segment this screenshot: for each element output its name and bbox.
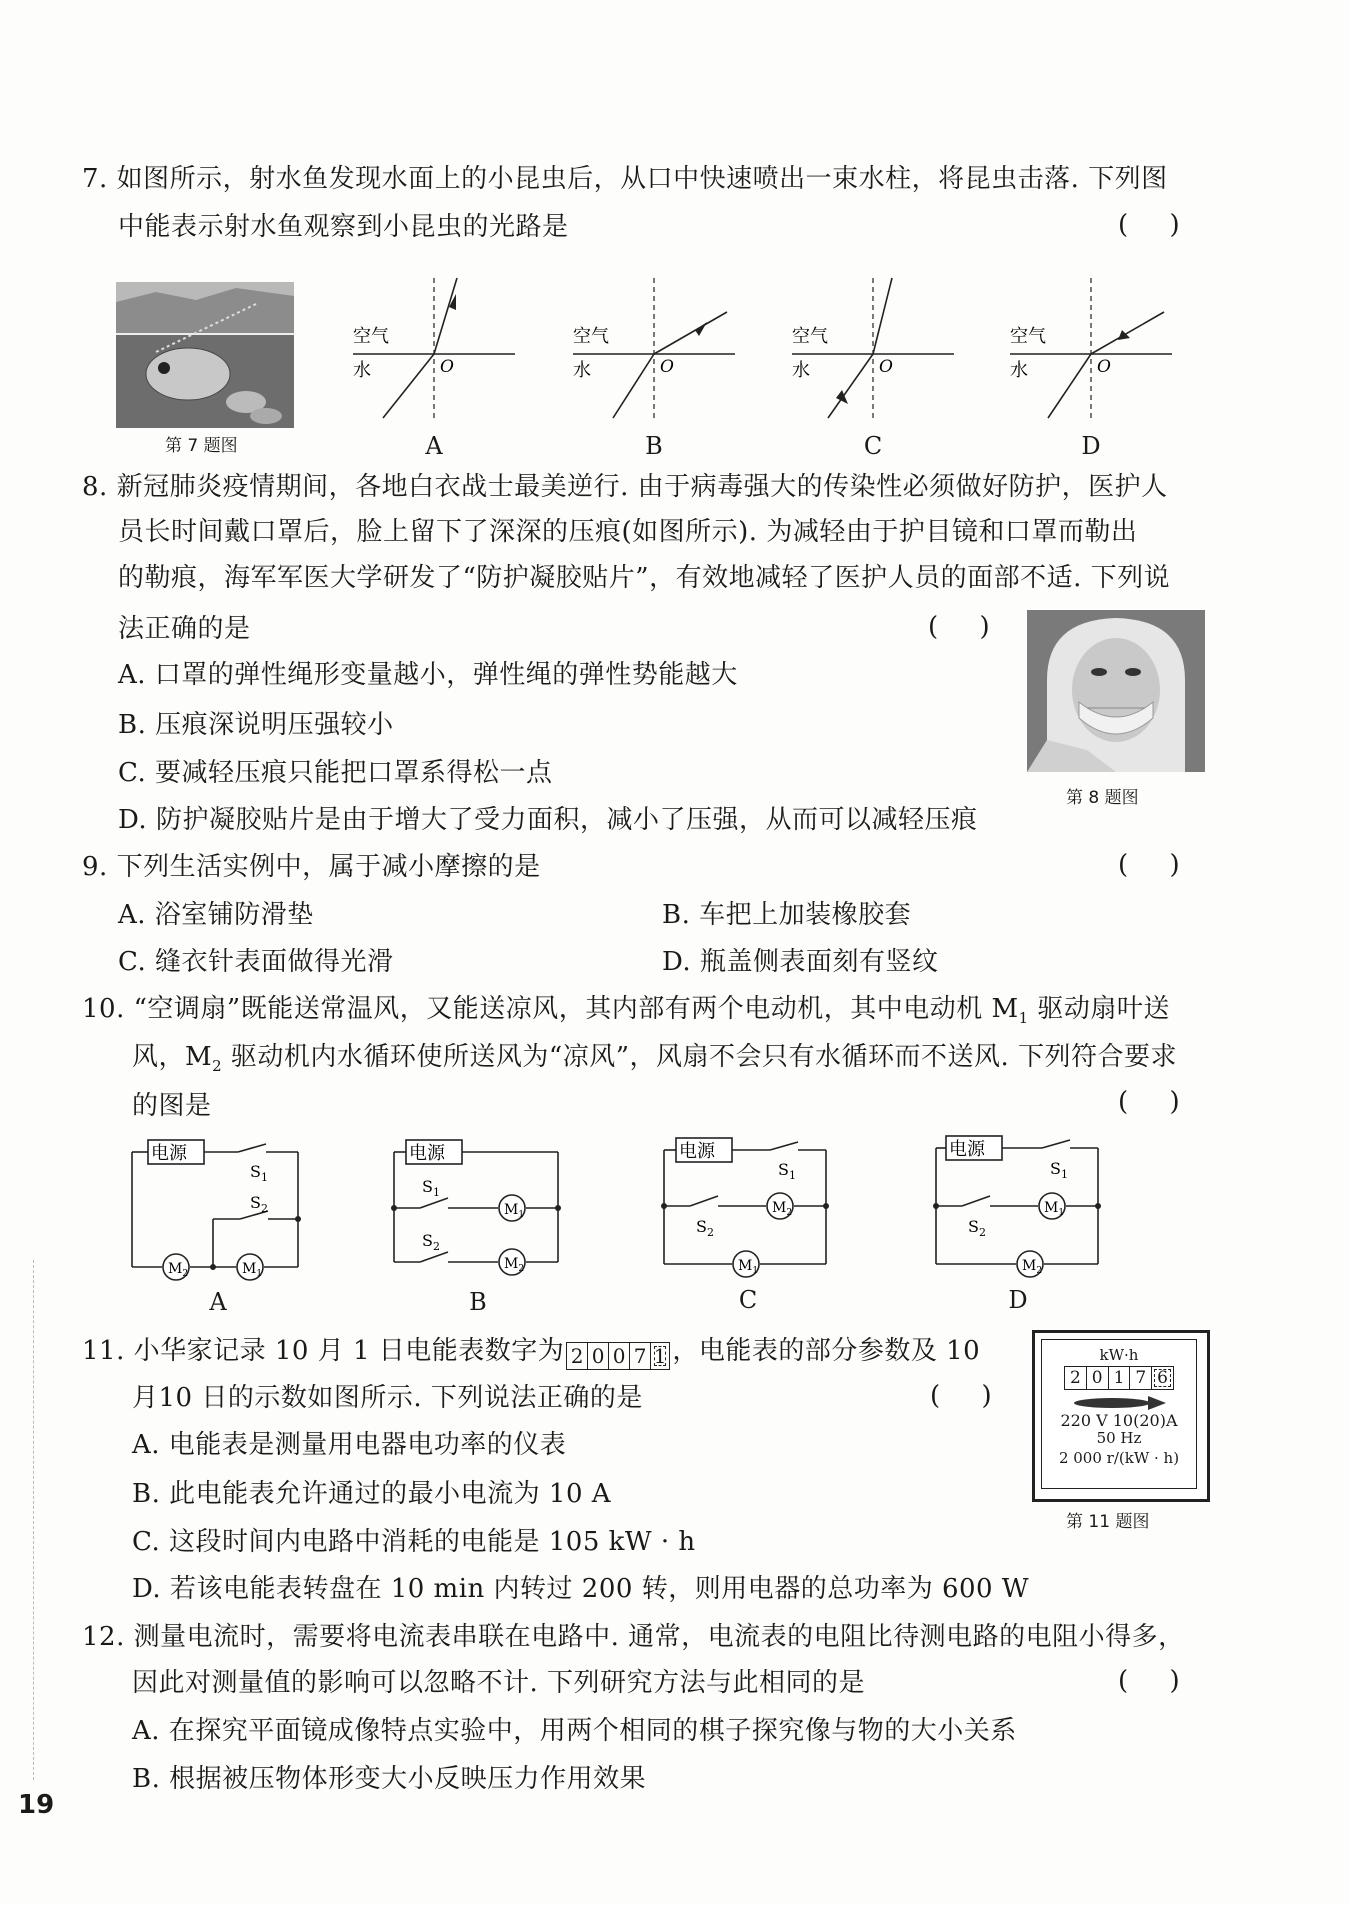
q7-air-label-d: 空气 [1010,326,1046,347]
q8-answer-paren: ( ) [928,612,990,642]
svg-text:M2: $M_2$ [168,1261,189,1279]
q7-origin-b: O [660,357,674,377]
q7-origin-d: O [1097,357,1111,377]
margin-guide-line [33,1260,34,1780]
svg-text:M1: $M_1$ [504,1202,525,1220]
q10c-power-label: 电源 [679,1141,715,1162]
q11-stem-line2: 月10 日的示数如图所示. 下列说法正确的是 [132,1383,643,1413]
svg-text:M1: $M_1$ [738,1258,759,1276]
svg-text:M2: $M_2$ [504,1256,525,1274]
q7-diagram-d [1002,272,1182,422]
svg-text:S2: $S_2$ [250,1193,268,1215]
q7-water-label-c: 水 [792,360,810,381]
q7-stem-line2: 中能表示射水鱼观察到小昆虫的光路是 [118,212,569,242]
q9-option-c: C. 缝衣针表面做得光滑 [118,947,394,977]
q12-stem-line2: 因此对测量值的影响可以忽略不计. 下列研究方法与此相同的是 [132,1668,866,1698]
q11-meter-disk-arrow-icon [1042,1394,1196,1412]
q11-option-a: A. 电能表是测量用电器电功率的仪表 [132,1430,567,1460]
q11-answer-paren: ( ) [930,1381,992,1411]
q8-option-d: D. 防护凝胶贴片是由于增大了受力面积，减小了压强，从而可以减轻压痕 [118,805,978,835]
q9-stem: 9. 下列生活实例中，属于减小摩擦的是 [82,852,541,882]
q10a-power-label: 电源 [151,1143,187,1164]
q10-stem-line3: 的图是 [132,1091,212,1121]
q11-meter-reading-oct10: 2 0 1 7 6 [1064,1366,1174,1390]
q7-water-label-d: 水 [1010,360,1028,381]
svg-text:M2: $M_2$ [772,1200,793,1218]
q10-circuit-a [128,1132,306,1282]
q11-option-d: D. 若该电能表转盘在 10 min 内转过 200 转，则用电器的总功率为 600 W [132,1574,1030,1604]
q11-figure-caption: 第 11 题图 [1066,1512,1150,1532]
q7-option-label-a: A [425,432,443,460]
q8-stem-line4: 法正确的是 [118,614,251,644]
q10b-power-label: 电源 [409,1143,445,1164]
q10-circuit-b [390,1132,568,1282]
q8-stem-line1: 8. 新冠肺炎疫情期间，各地白衣战士最美逆行. 由于病毒强大的传染性必须做好防护，医护人 [82,472,1168,502]
q10d-power-label: 电源 [949,1139,985,1160]
q10-stem-line2: 风，$M_2$ 驱动机内水循环使所送风为“凉风”，风扇不会只有水循环而不送风. 下列符合要求 [132,1042,1178,1076]
q7-water-label-b: 水 [573,360,591,381]
q10-option-label-b: B [469,1288,487,1316]
q9-option-d: D. 瓶盖侧表面刻有竖纹 [662,947,939,977]
q7-water-label-a: 水 [353,360,371,381]
svg-text:M1: $M_1$ [1044,1200,1065,1218]
q7-origin-a: O [440,357,454,377]
q7-diagram-a [345,272,525,422]
q11-meter-unit: kW·h [1099,1346,1139,1364]
q10-answer-paren: ( ) [1118,1087,1180,1117]
q7-option-label-b: B [645,432,663,460]
q7-archerfish-photo [116,282,294,428]
q8-option-a: A. 口罩的弹性绳形变量越小，弹性绳的弹性势能越大 [118,660,738,690]
q8-option-c: C. 要减轻压痕只能把口罩系得松一点 [118,758,553,788]
page-number: 19 [18,1790,55,1820]
q7-origin-c: O [879,357,893,377]
svg-text:S1: $S_1$ [422,1177,440,1199]
svg-text:M2: $M_2$ [1022,1258,1043,1276]
svg-text:S2: $S_2$ [422,1231,440,1253]
q11-meter-constant: 2 000 r/(kW · h) [1058,1449,1180,1467]
q11-option-c: C. 这段时间内电路中消耗的电能是 105 kW · h [132,1527,696,1557]
svg-text:S1: $S_1$ [250,1162,268,1184]
q8-photo-caption: 第 8 题图 [1066,788,1139,808]
q12-stem-line1: 12. 测量电流时，需要将电流表串联在电路中. 通常，电流表的电阻比待测电路的电阻小得多， [82,1622,1185,1652]
q7-option-label-d: D [1081,432,1101,460]
q9-option-a: A. 浴室铺防滑垫 [118,900,314,930]
svg-text:S2: $S_2$ [968,1217,986,1239]
q7-answer-paren: ( ) [1118,210,1180,240]
q7-diagram-b [565,272,745,422]
q8-option-b: B. 压痕深说明压强较小 [118,710,394,740]
q10-circuit-d [932,1130,1110,1280]
q8-stem-line3: 的勒痕，海军军医大学研发了“防护凝胶贴片”，有效地减轻了医护人员的面部不适. 下列说 [118,563,1171,593]
svg-text:M1: $M_1$ [242,1261,263,1279]
q11-stem-line1: 11. 小华家记录 10 月 1 日电能表数字为 2 0 0 7 1 ，电能表的部分参数及 10 [82,1336,981,1368]
q7-air-label-c: 空气 [792,326,828,347]
q11-meter-frequency: 50 Hz [1096,1429,1142,1447]
q8-medic-photo [1027,610,1205,772]
q7-air-label-b: 空气 [573,326,609,347]
q7-diagram-c [784,272,964,422]
svg-text:S1: $S_1$ [1050,1159,1068,1181]
q12-option-a: A. 在探究平面镜成像特点实验中，用两个相同的棋子探究像与物的大小关系 [132,1716,1017,1746]
svg-text:S2: $S_2$ [696,1217,714,1239]
q12-option-b: B. 根据被压物体形变大小反映压力作用效果 [132,1764,647,1794]
q8-stem-line2: 员长时间戴口罩后，脸上留下了深深的压痕(如图所示). 为减轻由于护目镜和口罩而勒出 [118,517,1138,547]
q10-option-label-c: C [738,1286,758,1314]
q7-option-label-c: C [863,432,883,460]
q11-electricity-meter [1032,1330,1210,1502]
q11-option-b: B. 此电能表允许通过的最小电流为 10 A [132,1479,612,1509]
q10-option-label-a: A [209,1288,227,1316]
q10-option-label-d: D [1008,1286,1028,1314]
q7-air-label-a: 空气 [353,326,389,347]
q10-stem-line1: 10. “空调扇”既能送常温风，又能送凉风，其内部有两个电动机，其中电动机 $M_1$ 驱动扇叶送 [82,994,1170,1028]
q11-meter-rating: 220 V 10(20)A [1060,1411,1178,1430]
q7-photo-caption: 第 7 题图 [165,436,238,456]
svg-text:S1: $S_1$ [778,1160,796,1182]
q7-stem-line1: 7. 如图所示，射水鱼发现水面上的小昆虫后，从口中快速喷出一束水柱，将昆虫击落. 下列图 [82,164,1168,194]
q9-option-b: B. 车把上加装橡胶套 [662,900,912,930]
q9-answer-paren: ( ) [1118,850,1180,880]
q12-answer-paren: ( ) [1118,1666,1180,1696]
q11-meter-reading-oct1: 2 0 0 7 1 [566,1342,670,1370]
q10-circuit-c [660,1130,838,1280]
